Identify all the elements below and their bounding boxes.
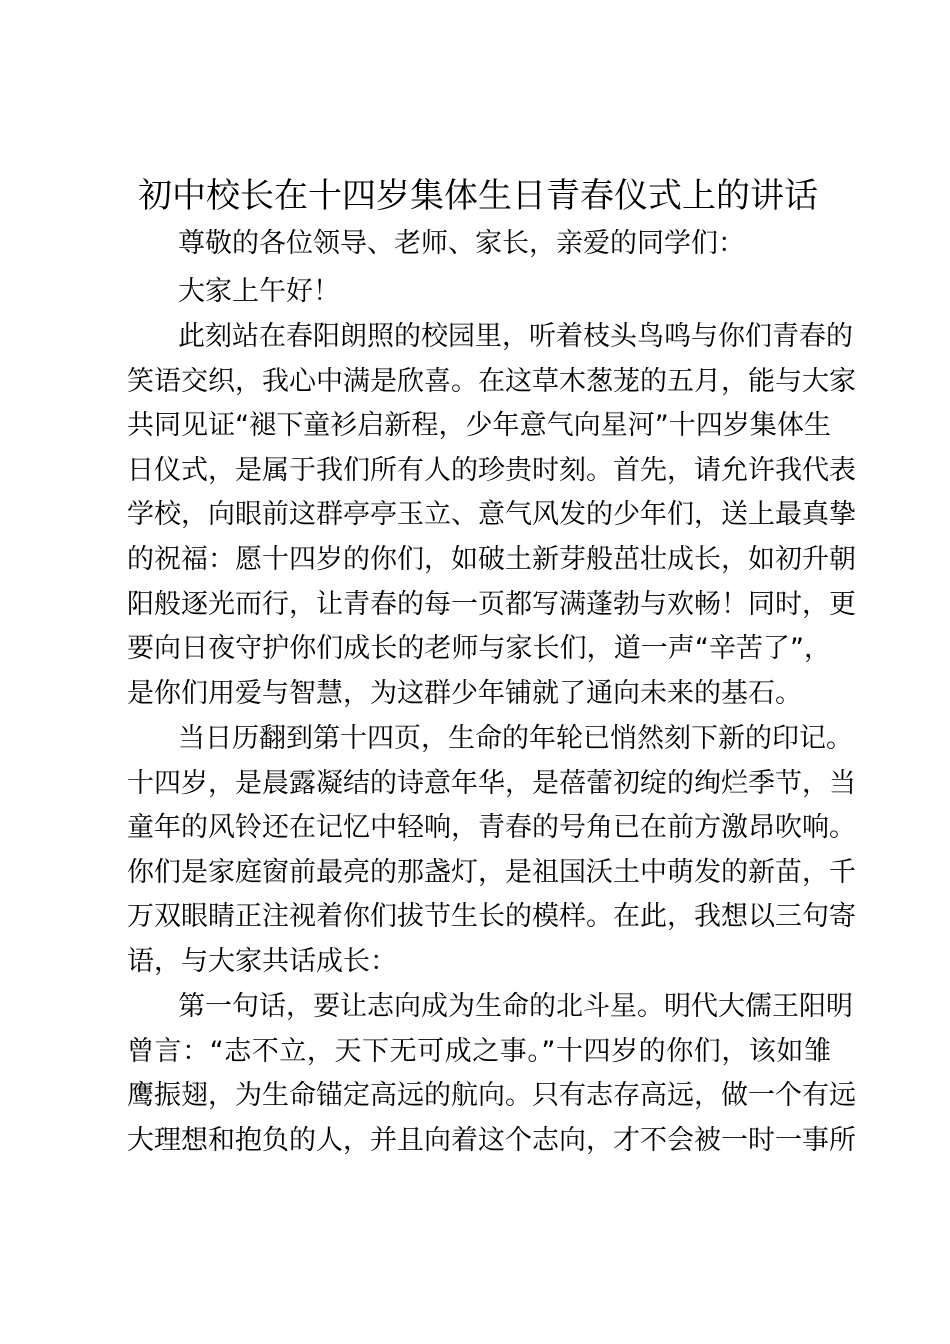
salutation-line: 尊敬的各位领导、老师、家长，亲爱的同学们： bbox=[178, 228, 745, 259]
paragraph-line: 万双眼睛正注视着你们拔节生长的模样。在此，我想以三句寄 bbox=[127, 901, 856, 932]
paragraph-line: 十四岁，是晨露凝结的诗意年华，是蓓蕾初绽的绚烂季节，当 bbox=[127, 768, 856, 799]
document-title: 初中校长在十四岁集体生日青春仪式上的讲话 bbox=[138, 176, 818, 216]
paragraph-line: 是你们用爱与智慧，为这群少年铺就了通向未来的基石。 bbox=[127, 678, 802, 709]
paragraph-line: 曾言：“志不立，天下无可成之事。”十四岁的你们，该如雏 bbox=[127, 1036, 831, 1067]
paragraph-line: 童年的风铃还在记忆中轻响，青春的号角已在前方激昂吹响。 bbox=[127, 812, 856, 843]
paragraph-line: 要向日夜守护你们成长的老师与家长们，道一声“辛苦了”， bbox=[127, 633, 831, 664]
paragraph-line: 此刻站在春阳朗照的校园里，听着枝头鸟鸣与你们青春的 bbox=[178, 321, 853, 352]
paragraph-line: 笑语交织，我心中满是欣喜。在这草木葱茏的五月，能与大家 bbox=[127, 366, 856, 397]
paragraph-line: 阳般逐光而行，让青春的每一页都写满蓬勃与欢畅！同时，更 bbox=[127, 589, 856, 620]
paragraph-line: 你们是家庭窗前最亮的那盏灯，是祖国沃土中萌发的新苗，千 bbox=[127, 857, 856, 888]
paragraph-line: 当日历翻到第十四页，生命的年轮已悄然刻下新的印记。 bbox=[178, 723, 853, 754]
paragraph-line: 共同见证“褪下童衫启新程，少年意气向星河”十四岁集体生 bbox=[127, 410, 831, 441]
greeting-line: 大家上午好！ bbox=[178, 276, 340, 307]
paragraph-line: 学校，向眼前这群亭亭玉立、意气风发的少年们，送上最真挚 bbox=[127, 499, 856, 530]
paragraph-line: 大理想和抱负的人，并且向着这个志向，才不会被一时一事所 bbox=[127, 1125, 856, 1156]
paragraph-line: 的祝福：愿十四岁的你们，如破土新芽般茁壮成长，如初升朝 bbox=[127, 544, 856, 575]
paragraph-line: 鹰振翅，为生命锚定高远的航向。只有志存高远，做一个有远 bbox=[127, 1080, 856, 1111]
paragraph-line: 第一句话，要让志向成为生命的北斗星。明代大儒王阳明 bbox=[178, 991, 853, 1022]
paragraph-line: 日仪式，是属于我们所有人的珍贵时刻。首先，请允许我代表 bbox=[127, 455, 856, 486]
paragraph-line: 语，与大家共话成长： bbox=[127, 946, 397, 977]
